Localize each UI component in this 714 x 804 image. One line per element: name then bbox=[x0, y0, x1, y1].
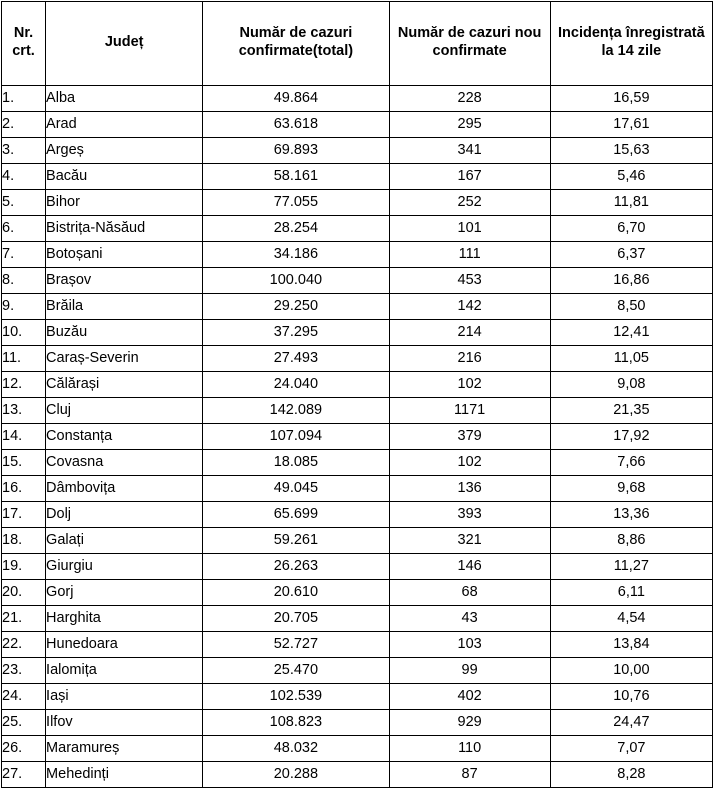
cell-incidence: 12,41 bbox=[550, 320, 712, 346]
cell-total-cases: 24.040 bbox=[203, 372, 389, 398]
cell-judet: Bihor bbox=[46, 190, 203, 216]
cell-nr-crt: 15. bbox=[2, 450, 46, 476]
cell-total-cases: 65.699 bbox=[203, 502, 389, 528]
cell-new-cases: 1171 bbox=[389, 398, 550, 424]
cell-nr-crt: 26. bbox=[2, 736, 46, 762]
cell-total-cases: 63.618 bbox=[203, 112, 389, 138]
cell-incidence: 6,11 bbox=[550, 580, 712, 606]
cell-incidence: 6,70 bbox=[550, 216, 712, 242]
cell-incidence: 9,08 bbox=[550, 372, 712, 398]
cell-total-cases: 77.055 bbox=[203, 190, 389, 216]
cell-judet: Dolj bbox=[46, 502, 203, 528]
cell-judet: Giurgiu bbox=[46, 554, 203, 580]
cell-incidence: 6,37 bbox=[550, 242, 712, 268]
cell-total-cases: 28.254 bbox=[203, 216, 389, 242]
table-row bbox=[2, 398, 713, 424]
cell-nr-crt: 11. bbox=[2, 346, 46, 372]
table-row bbox=[2, 242, 713, 268]
cell-nr-crt: 27. bbox=[2, 762, 46, 788]
cell-incidence: 4,54 bbox=[550, 606, 712, 632]
cell-incidence: 16,86 bbox=[550, 268, 712, 294]
cell-judet: Brăila bbox=[46, 294, 203, 320]
cell-nr-crt: 17. bbox=[2, 502, 46, 528]
table-row bbox=[2, 268, 713, 294]
cell-judet: Brașov bbox=[46, 268, 203, 294]
cell-new-cases: 929 bbox=[389, 710, 550, 736]
table-row bbox=[2, 112, 713, 138]
cell-new-cases: 111 bbox=[389, 242, 550, 268]
table-row bbox=[2, 190, 713, 216]
cell-new-cases: 43 bbox=[389, 606, 550, 632]
cell-incidence: 16,59 bbox=[550, 86, 712, 112]
table-row bbox=[2, 294, 713, 320]
table-row bbox=[2, 450, 713, 476]
table-row bbox=[2, 710, 713, 736]
cell-new-cases: 87 bbox=[389, 762, 550, 788]
cell-incidence: 11,27 bbox=[550, 554, 712, 580]
cell-nr-crt: 16. bbox=[2, 476, 46, 502]
table-row bbox=[2, 580, 713, 606]
column-header-total-cases: Număr de cazuri confirmate(total) bbox=[203, 2, 389, 86]
cell-new-cases: 214 bbox=[389, 320, 550, 346]
cell-incidence: 15,63 bbox=[550, 138, 712, 164]
column-header-incidence: Incidența înregistrată la 14 zile bbox=[550, 2, 712, 86]
cell-new-cases: 142 bbox=[389, 294, 550, 320]
cell-incidence: 7,66 bbox=[550, 450, 712, 476]
cell-new-cases: 136 bbox=[389, 476, 550, 502]
cell-incidence: 17,61 bbox=[550, 112, 712, 138]
table-row bbox=[2, 658, 713, 684]
cell-nr-crt: 3. bbox=[2, 138, 46, 164]
cell-nr-crt: 2. bbox=[2, 112, 46, 138]
cell-total-cases: 20.705 bbox=[203, 606, 389, 632]
cell-total-cases: 59.261 bbox=[203, 528, 389, 554]
cell-new-cases: 146 bbox=[389, 554, 550, 580]
table-row bbox=[2, 554, 713, 580]
cell-incidence: 8,50 bbox=[550, 294, 712, 320]
table-row bbox=[2, 736, 713, 762]
cell-nr-crt: 5. bbox=[2, 190, 46, 216]
cell-new-cases: 453 bbox=[389, 268, 550, 294]
table-row bbox=[2, 424, 713, 450]
cell-total-cases: 52.727 bbox=[203, 632, 389, 658]
cell-judet: Dâmbovița bbox=[46, 476, 203, 502]
cell-nr-crt: 9. bbox=[2, 294, 46, 320]
cell-nr-crt: 14. bbox=[2, 424, 46, 450]
cell-total-cases: 29.250 bbox=[203, 294, 389, 320]
cell-total-cases: 37.295 bbox=[203, 320, 389, 346]
cell-new-cases: 68 bbox=[389, 580, 550, 606]
cell-judet: Botoșani bbox=[46, 242, 203, 268]
cell-nr-crt: 8. bbox=[2, 268, 46, 294]
cell-judet: Maramureș bbox=[46, 736, 203, 762]
table-body bbox=[2, 86, 713, 788]
cell-new-cases: 393 bbox=[389, 502, 550, 528]
cell-judet: Constanța bbox=[46, 424, 203, 450]
cell-incidence: 8,28 bbox=[550, 762, 712, 788]
cell-total-cases: 26.263 bbox=[203, 554, 389, 580]
cell-total-cases: 18.085 bbox=[203, 450, 389, 476]
cell-total-cases: 102.539 bbox=[203, 684, 389, 710]
cell-incidence: 10,76 bbox=[550, 684, 712, 710]
cell-nr-crt: 6. bbox=[2, 216, 46, 242]
cell-incidence: 5,46 bbox=[550, 164, 712, 190]
cell-incidence: 11,81 bbox=[550, 190, 712, 216]
cell-judet: Buzău bbox=[46, 320, 203, 346]
cell-new-cases: 102 bbox=[389, 450, 550, 476]
cell-total-cases: 108.823 bbox=[203, 710, 389, 736]
cell-new-cases: 167 bbox=[389, 164, 550, 190]
cell-judet: Alba bbox=[46, 86, 203, 112]
cell-incidence: 13,84 bbox=[550, 632, 712, 658]
cell-nr-crt: 20. bbox=[2, 580, 46, 606]
table-row bbox=[2, 502, 713, 528]
cell-total-cases: 49.864 bbox=[203, 86, 389, 112]
cell-total-cases: 25.470 bbox=[203, 658, 389, 684]
table-row bbox=[2, 476, 713, 502]
cell-new-cases: 102 bbox=[389, 372, 550, 398]
cell-nr-crt: 13. bbox=[2, 398, 46, 424]
cell-new-cases: 101 bbox=[389, 216, 550, 242]
table-row bbox=[2, 632, 713, 658]
cell-judet: Iași bbox=[46, 684, 203, 710]
cell-judet: Cluj bbox=[46, 398, 203, 424]
cell-new-cases: 228 bbox=[389, 86, 550, 112]
table-row bbox=[2, 320, 713, 346]
cell-incidence: 7,07 bbox=[550, 736, 712, 762]
cell-nr-crt: 22. bbox=[2, 632, 46, 658]
cell-judet: Gorj bbox=[46, 580, 203, 606]
cell-judet: Arad bbox=[46, 112, 203, 138]
table-row bbox=[2, 216, 713, 242]
cell-judet: Mehedinți bbox=[46, 762, 203, 788]
cell-judet: Caraș-Severin bbox=[46, 346, 203, 372]
table-header-row bbox=[2, 2, 713, 86]
cell-incidence: 24,47 bbox=[550, 710, 712, 736]
cell-judet: Bacău bbox=[46, 164, 203, 190]
cases-table bbox=[1, 1, 713, 788]
cell-total-cases: 34.186 bbox=[203, 242, 389, 268]
cell-nr-crt: 23. bbox=[2, 658, 46, 684]
cell-nr-crt: 18. bbox=[2, 528, 46, 554]
cell-judet: Bistrița-Năsăud bbox=[46, 216, 203, 242]
cell-judet: Ilfov bbox=[46, 710, 203, 736]
cell-total-cases: 20.288 bbox=[203, 762, 389, 788]
table-row bbox=[2, 684, 713, 710]
cell-judet: Harghita bbox=[46, 606, 203, 632]
table-row bbox=[2, 346, 713, 372]
cell-nr-crt: 10. bbox=[2, 320, 46, 346]
cell-new-cases: 110 bbox=[389, 736, 550, 762]
cell-incidence: 11,05 bbox=[550, 346, 712, 372]
cell-new-cases: 295 bbox=[389, 112, 550, 138]
cell-judet: Galați bbox=[46, 528, 203, 554]
table-row bbox=[2, 762, 713, 788]
cell-incidence: 9,68 bbox=[550, 476, 712, 502]
cell-judet: Argeș bbox=[46, 138, 203, 164]
cell-judet: Covasna bbox=[46, 450, 203, 476]
cell-nr-crt: 21. bbox=[2, 606, 46, 632]
cell-total-cases: 58.161 bbox=[203, 164, 389, 190]
cell-incidence: 21,35 bbox=[550, 398, 712, 424]
table-row bbox=[2, 372, 713, 398]
cell-new-cases: 321 bbox=[389, 528, 550, 554]
table-row bbox=[2, 138, 713, 164]
table-row bbox=[2, 528, 713, 554]
cell-total-cases: 20.610 bbox=[203, 580, 389, 606]
cell-new-cases: 216 bbox=[389, 346, 550, 372]
cell-incidence: 13,36 bbox=[550, 502, 712, 528]
cell-judet: Călărași bbox=[46, 372, 203, 398]
cell-incidence: 8,86 bbox=[550, 528, 712, 554]
cell-new-cases: 252 bbox=[389, 190, 550, 216]
cell-nr-crt: 4. bbox=[2, 164, 46, 190]
cell-new-cases: 379 bbox=[389, 424, 550, 450]
cell-new-cases: 402 bbox=[389, 684, 550, 710]
table-header bbox=[2, 2, 713, 86]
cell-total-cases: 48.032 bbox=[203, 736, 389, 762]
cell-total-cases: 27.493 bbox=[203, 346, 389, 372]
cell-incidence: 17,92 bbox=[550, 424, 712, 450]
cell-judet: Ialomița bbox=[46, 658, 203, 684]
cell-total-cases: 49.045 bbox=[203, 476, 389, 502]
column-header-judet: Județ bbox=[46, 2, 203, 86]
cell-new-cases: 103 bbox=[389, 632, 550, 658]
column-header-new-cases: Număr de cazuri nou confirmate bbox=[389, 2, 550, 86]
cell-new-cases: 341 bbox=[389, 138, 550, 164]
table-row bbox=[2, 86, 713, 112]
cell-new-cases: 99 bbox=[389, 658, 550, 684]
cell-total-cases: 142.089 bbox=[203, 398, 389, 424]
cell-nr-crt: 19. bbox=[2, 554, 46, 580]
table-row bbox=[2, 606, 713, 632]
cell-nr-crt: 24. bbox=[2, 684, 46, 710]
cell-nr-crt: 12. bbox=[2, 372, 46, 398]
cell-judet: Hunedoara bbox=[46, 632, 203, 658]
cell-nr-crt: 1. bbox=[2, 86, 46, 112]
column-header-nr-crt: Nr. crt. bbox=[2, 2, 46, 86]
cell-total-cases: 107.094 bbox=[203, 424, 389, 450]
cell-nr-crt: 25. bbox=[2, 710, 46, 736]
cell-incidence: 10,00 bbox=[550, 658, 712, 684]
cell-total-cases: 69.893 bbox=[203, 138, 389, 164]
cell-total-cases: 100.040 bbox=[203, 268, 389, 294]
cell-nr-crt: 7. bbox=[2, 242, 46, 268]
table-row bbox=[2, 164, 713, 190]
